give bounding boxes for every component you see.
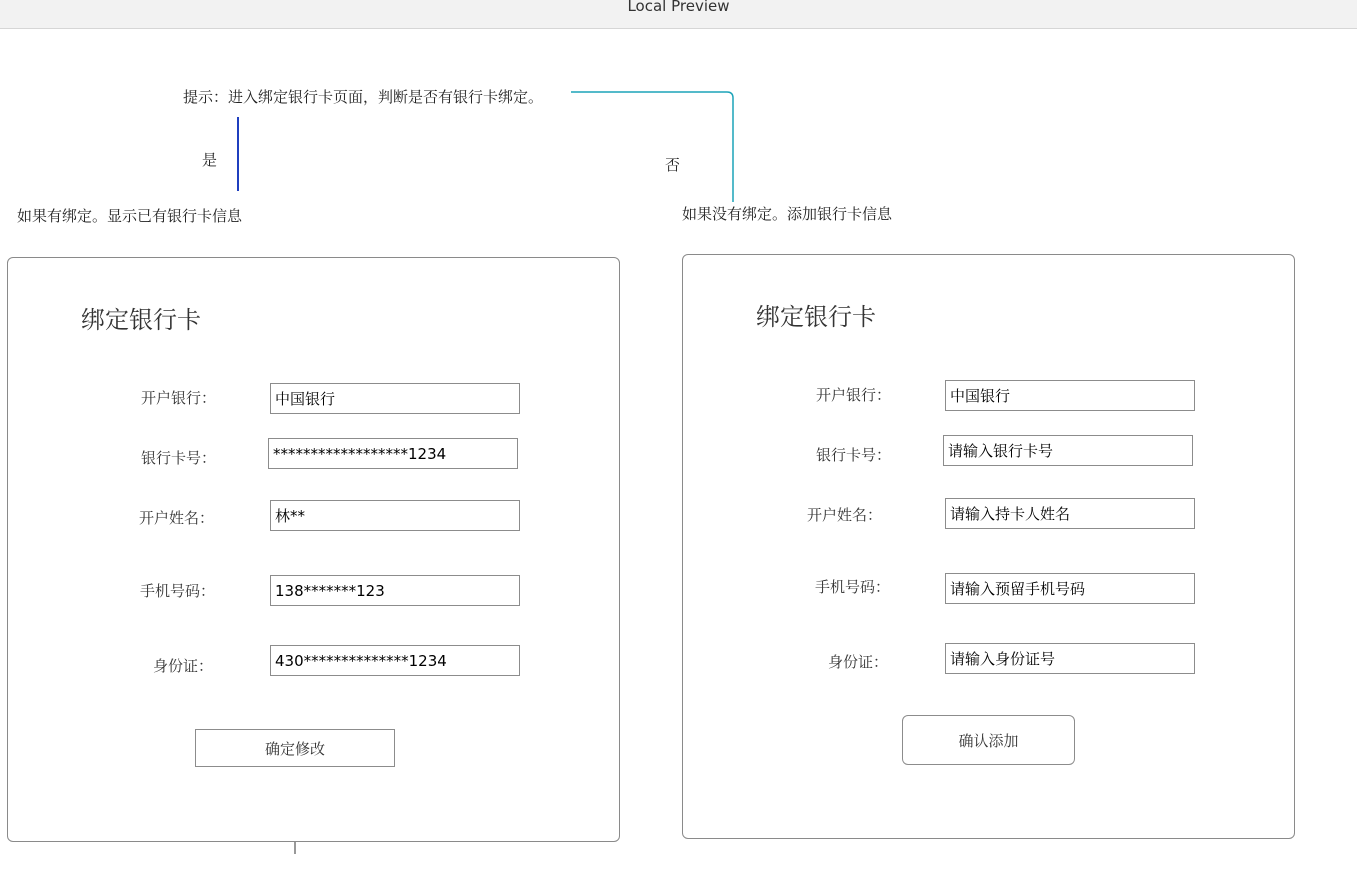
bound-panel-title: 绑定银行卡 [81,306,201,334]
bound-id-label: 身份证： [153,657,214,675]
add-id-input[interactable] [945,643,1195,674]
add-phone-input[interactable] [945,573,1195,604]
add-phone-label: 手机号码： [815,578,891,596]
bound-phone-input[interactable] [270,575,520,606]
bound-id-input[interactable] [270,645,520,676]
bound-card-number-input[interactable] [268,438,518,469]
bound-holder-name-input[interactable] [270,500,520,531]
add-holder-name-label: 开户姓名： [807,506,883,524]
add-card-number-label: 银行卡号： [816,446,892,464]
bound-bank-input[interactable] [270,383,520,414]
confirm-modify-button[interactable]: 确定修改 [195,729,395,767]
add-bank-label: 开户银行： [816,386,892,404]
window-title: Local Preview [627,0,730,15]
unbound-note: 如果没有绑定。添加银行卡信息 [682,205,893,223]
no-label: 否 [665,156,681,174]
yes-label: 是 [202,151,218,169]
bound-card-number-label: 银行卡号： [141,449,217,467]
bound-phone-label: 手机号码： [140,582,216,600]
add-card-number-input[interactable] [943,435,1193,466]
bound-note: 如果有绑定。显示已有银行卡信息 [17,207,243,225]
bound-holder-name-label: 开户姓名： [139,509,215,527]
confirm-add-button[interactable]: 确认添加 [902,715,1075,765]
no-connector-line [571,92,733,202]
add-card-panel [682,254,1295,839]
add-holder-name-input[interactable] [945,498,1195,529]
add-bank-input[interactable] [945,380,1195,411]
hint-note: 提示：进入绑定银行卡页面，判断是否有银行卡绑定。 [183,88,544,106]
add-panel-title: 绑定银行卡 [756,303,876,331]
bound-bank-label: 开户银行： [141,389,217,407]
add-id-label: 身份证： [828,653,889,671]
bound-card-panel [7,257,620,842]
